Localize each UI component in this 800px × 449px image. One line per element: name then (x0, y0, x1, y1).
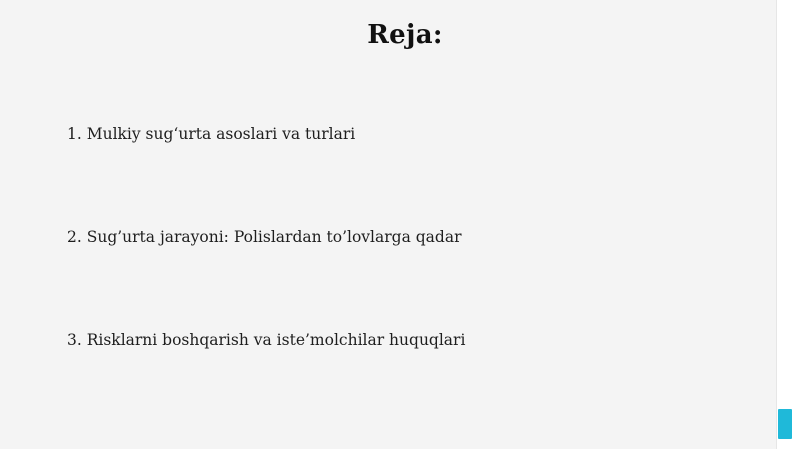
list-item: 2. Sug’urta jarayoni: Polislardan to’lovlarga qadar (67, 228, 462, 246)
list-item: 1. Mulkiy sug‘urta asoslari va turlari (67, 125, 356, 143)
scrollbar-track[interactable] (776, 0, 800, 449)
list-item: 3. Risklarni boshqarish va iste’molchilar huquqlari (67, 331, 466, 349)
slide-title: Reja: (367, 20, 443, 50)
scrollbar-thumb[interactable] (778, 409, 792, 439)
